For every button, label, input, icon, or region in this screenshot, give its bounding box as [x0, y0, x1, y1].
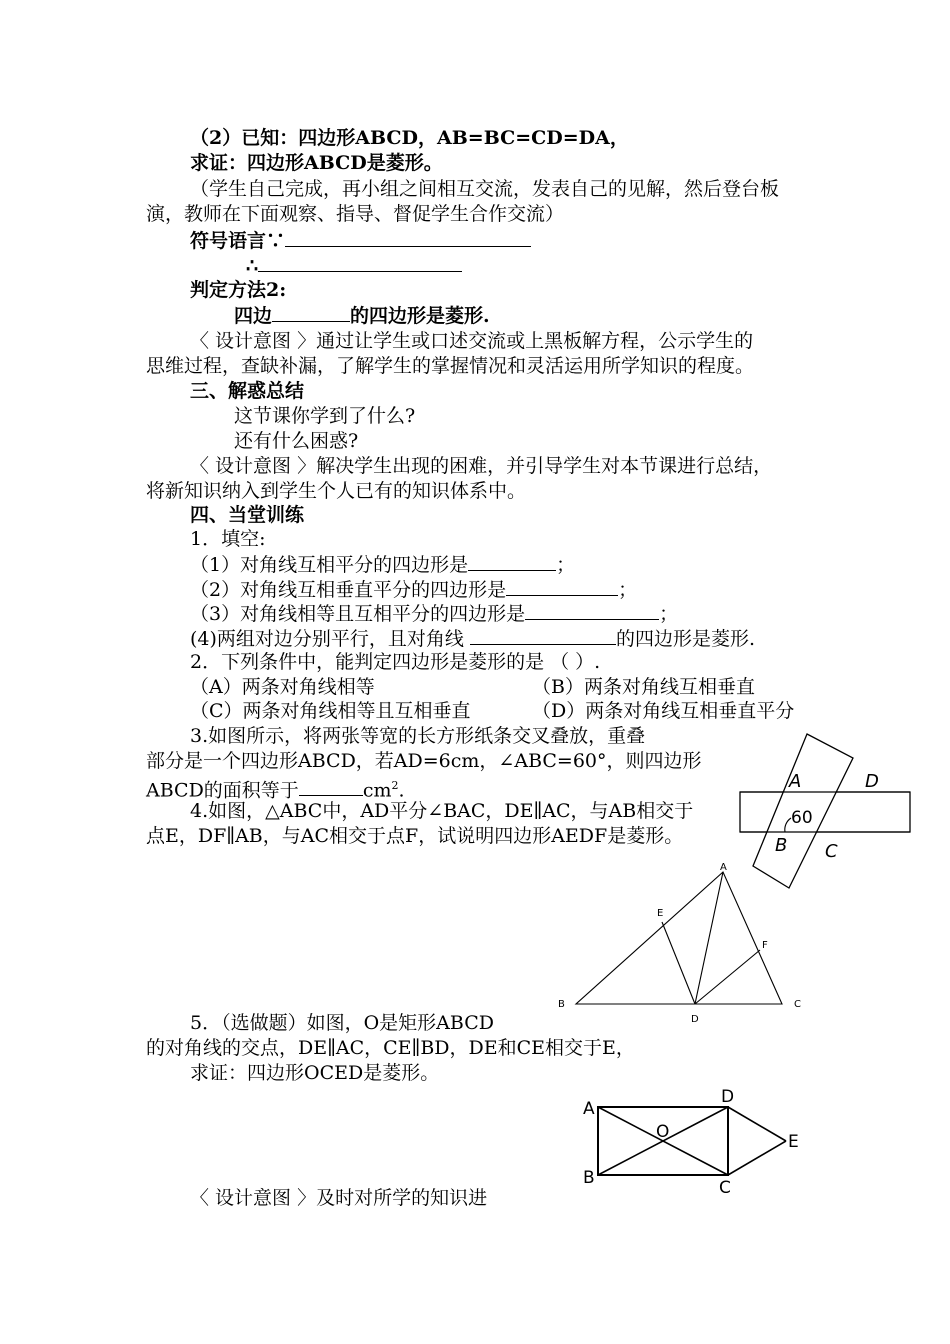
triangle-aedf-figure — [550, 858, 810, 1028]
question1-item4 — [190, 627, 755, 650]
summary-question-2: 还有什么困惑? — [234, 430, 359, 452]
semicolon: ； — [618, 579, 638, 601]
method2-statement — [234, 304, 490, 327]
question1-item3 — [190, 602, 678, 625]
semicolon: ； — [659, 603, 679, 625]
fig2-label-e: E — [657, 908, 664, 919]
method2-text-b: 的四边形是菱形. — [350, 305, 490, 327]
question3-line2: 部分是一个四边形ABCD，若AD=6cm，∠ABC=60°，则四边形 — [146, 750, 702, 772]
question1-item1-text: （1）对角线互相平分的四边形是 — [190, 554, 469, 576]
question2-option-d: （D）两条对角线互相垂直平分 — [532, 700, 795, 722]
question3-text: ABCD的面积等于 — [146, 779, 299, 802]
question1-item2-blank[interactable] — [506, 578, 618, 596]
fig3-label-b: B — [583, 1168, 595, 1188]
section3-title: 三、解惑总结 — [190, 380, 305, 402]
fig3-label-d: D — [721, 1087, 735, 1107]
method2-title: 判定方法2: — [190, 279, 287, 301]
design-intent-1-line1: 〈 设计意图 〉通过让学生或口述交流或上黑板解方程，公示学生的 — [190, 330, 754, 352]
design-intent-3: 〈 设计意图 〉及时对所学的知识进 — [190, 1187, 488, 1209]
therefore-symbol: ∴ — [246, 255, 259, 277]
activity-note-line1: （学生自己完成，再小组之间相互交流，发表自己的见解，然后登台板 — [190, 178, 780, 200]
question2-title: 2．下列条件中，能判定四边形是菱形的是 （ ）. — [190, 651, 601, 673]
fig2-label-f: F — [762, 940, 768, 951]
fig1-label-a: A — [789, 771, 802, 792]
question3-blank[interactable] — [299, 778, 363, 796]
question1-item2-text: （2）对角线互相垂直平分的四边形是 — [190, 579, 507, 601]
prove-statement: 求证：四边形ABCD是菱形。 — [190, 152, 443, 174]
question3-unit: cm — [362, 779, 392, 802]
symbol-blank-therefore[interactable] — [258, 254, 462, 272]
fig3-label-e: E — [788, 1132, 799, 1152]
therefore-row — [246, 254, 462, 277]
fig2-label-b: B — [558, 999, 565, 1010]
section4-title: 四、当堂训练 — [190, 504, 305, 526]
fig1-angle-label: 60 — [791, 808, 813, 828]
activity-note-line2: 演，教师在下面观察、指导、督促学生合作交流） — [146, 203, 565, 225]
question1-item1-blank[interactable] — [468, 553, 556, 571]
design-intent-2-line2: 将新知识纳入到学生个人已有的知识体系中。 — [146, 480, 527, 502]
question3-period: . — [398, 779, 405, 802]
fig2-label-a: A — [720, 862, 727, 873]
question1-item4-text-b: 的四边形是菱形. — [615, 628, 756, 650]
symbol-language-row — [190, 229, 531, 252]
question1-item1 — [190, 553, 575, 576]
semicolon: ； — [556, 554, 576, 576]
question1-item2 — [190, 578, 637, 601]
question3-line3 — [146, 775, 405, 801]
question2-option-c: （C）两条对角线相等且互相垂直 — [190, 700, 471, 722]
question1-item4-blank[interactable] — [470, 627, 616, 645]
summary-question-1: 这节课你学到了什么? — [234, 405, 416, 427]
fig2-label-c: C — [794, 999, 801, 1010]
question5-line2: 的对角线的交点，DE∥AC，CE∥BD，DE和CE相交于E， — [146, 1037, 635, 1059]
fig2-label-d: D — [691, 1014, 699, 1025]
question2-option-a: （A）两条对角线相等 — [190, 676, 375, 698]
symbol-blank-because[interactable] — [285, 229, 531, 247]
fig3-label-a: A — [583, 1099, 595, 1119]
question1-item3-blank[interactable] — [525, 602, 659, 620]
triangle-abc — [576, 872, 782, 1004]
given-statement: （2）已知：四边形ABCD，AB=BC=CD=DA， — [190, 127, 629, 149]
fig3-label-c: C — [719, 1178, 731, 1196]
rectangle-oced-figure — [578, 1086, 808, 1196]
question3-line1: 3.如图所示，将两张等宽的长方形纸条交叉叠放，重叠 — [190, 725, 646, 747]
question4-line2: 点E，DF∥AB，与AC相交于点F，试说明四边形AEDF是菱形。 — [146, 825, 684, 847]
question3-unit-exponent: 2 — [391, 779, 399, 792]
fig1-label-d: D — [865, 771, 879, 792]
fig1-label-b: B — [775, 835, 788, 856]
fig1-label-c: C — [825, 841, 838, 862]
question1-item3-text: （3）对角线相等且互相平分的四边形是 — [190, 603, 526, 625]
question5-line3: 求证：四边形OCED是菱形。 — [190, 1062, 440, 1084]
design-intent-1-line2: 思维过程，查缺补漏，了解学生的掌握情况和灵活运用所学知识的程度。 — [146, 355, 755, 377]
design-intent-2-line1: 〈 设计意图 〉解决学生出现的困难，并引导学生对本节课进行总结， — [190, 455, 773, 477]
question4-line1: 4.如图，△ABC中，AD平分∠BAC，DE∥AC，与AB相交于 — [190, 800, 694, 822]
method2-blank[interactable] — [272, 304, 350, 322]
question5-line1: 5．（选做题）如图，O是矩形ABCD — [190, 1012, 494, 1034]
method2-text-a: 四边 — [234, 305, 273, 327]
question1-item4-text-a: (4)两组对边分别平行，且对角线 — [190, 628, 470, 650]
question2-option-b: （B）两条对角线互相垂直 — [532, 676, 755, 698]
symbol-language-label: 符号语言∵ — [190, 230, 286, 252]
fig3-label-o: O — [656, 1122, 670, 1142]
question1-title: 1．填空: — [190, 528, 266, 550]
